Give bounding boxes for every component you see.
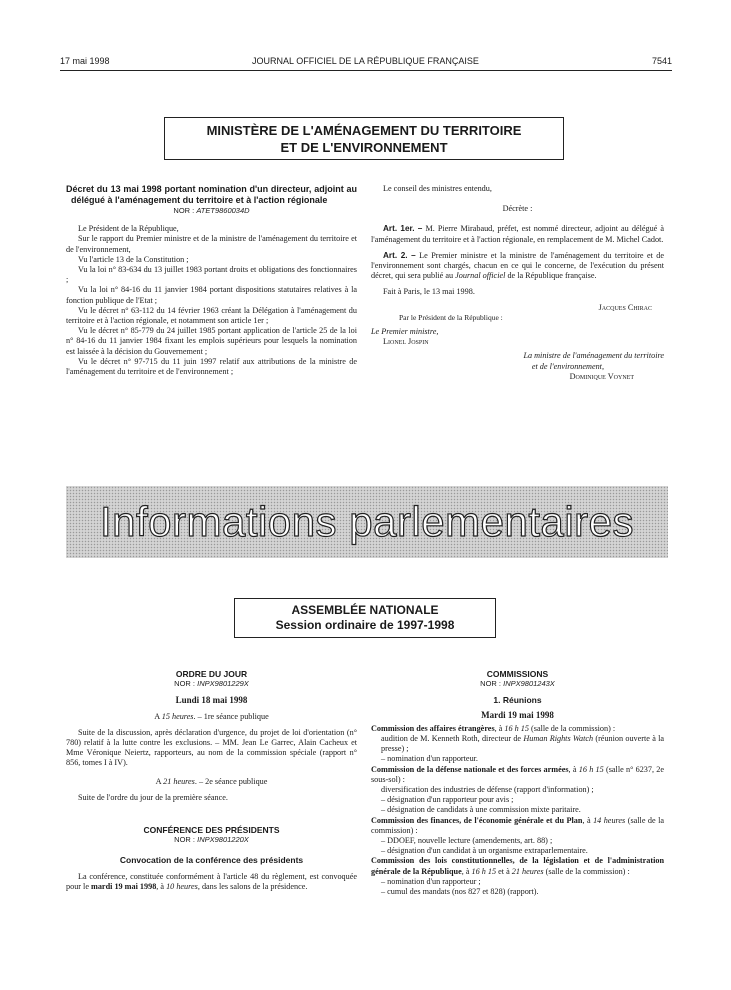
decree-article-1: Art. 1er. – M. Pierre Mirabaud, préfet, est nommé directeur, adjoint au délégué à l'aménagement du territoire et à l'action régionale, en remplacement de M. Michel Cadot.	[371, 224, 664, 244]
decree-minister-name: Dominique Voynet	[569, 371, 634, 381]
ministry-title-box	[164, 117, 564, 160]
decree-right-column	[371, 184, 664, 382]
commission-item: audition de M. Kenneth Roth, directeur de Human Rights Watch (réunion ouverte à la presse) ;	[381, 734, 665, 754]
assembly-box	[234, 598, 496, 638]
commission-finances: Commission des finances, de l'économie générale et du Plan, à 14 heures (salle de la commission) :	[371, 815, 665, 835]
decree-done: Fait à Paris, le 13 mai 1998.	[383, 287, 475, 297]
commission-item: – désignation d'un rapporteur pour avis ;	[381, 795, 514, 805]
decree-decrete: Décrète :	[502, 204, 533, 214]
commission-item: diversification des industries de défense (rapport d'information) ;	[381, 785, 594, 795]
commissions-title: COMMISSIONS	[486, 669, 549, 679]
conference-subtitle: Convocation de la conférence des présidents	[119, 855, 304, 866]
commissions-section: 1. Réunions	[493, 695, 542, 706]
decree-title: Décret du 13 mai 1998 portant nomination d'un directeur, adjoint au délégué à l'aménagement du territoire et à l'action régionale	[66, 184, 357, 205]
ordre-title: ORDRE DU JOUR	[175, 669, 248, 679]
ordre-day: Lundi 18 mai 1998	[175, 695, 248, 706]
assembly-title: ASSEMBLÉE NATIONALE	[291, 603, 439, 617]
banner-title: Informations parlementaires	[99, 498, 635, 545]
conference-body: La conférence, constituée conformément à l'article 48 du règlement, est convoquée pour le mardi 19 mai 1998, à 10 heures, dans les salons de la présidence.	[66, 871, 357, 891]
ordre-session2-body: Suite de l'ordre du jour de la première séance.	[78, 792, 228, 802]
commission-item: – désignation de candidats à une commission mixte paritaire.	[381, 805, 581, 815]
decree-visa: Vu l'article 13 de la Constitution ;	[78, 254, 189, 264]
decree-visa: Vu le décret n° 97-715 du 11 juin 1997 relatif aux attributions de la ministre de l'aménagement du territoire et de l'environnement ;	[66, 356, 357, 377]
commission-item: – DDOEF, nouvelle lecture (amendements, art. 88) ;	[381, 836, 553, 846]
ordre-nor: NOR : INPX9801229X	[174, 679, 249, 689]
decree-nor: NOR : ATET9860034D	[173, 206, 250, 215]
ordre-du-jour-column	[66, 669, 357, 892]
decree-by-president: Par le Président de la République :	[399, 312, 503, 322]
ordre-session2: A 21 heures. – 2e séance publique	[155, 776, 268, 786]
commission-item: – cumul des mandats (nos 827 et 828) (rapport).	[381, 887, 539, 897]
conference-title: CONFÉRENCE DES PRÉSIDENTS	[143, 825, 280, 836]
decree-article-2: Art. 2. – Le Premier ministre et la ministre de l'aménagement du territoire et de l'environnement sont chargés, chacun en ce qui le concerne, de l'exécution du présent décret, qui sera publié au Journal officiel de la République française.	[371, 250, 664, 281]
commission-item: – nomination d'un rapporteur ;	[381, 876, 481, 886]
decree-visa: Le Président de la République,	[78, 224, 179, 234]
commission-foreign-affairs: Commission des affaires étrangères, à 16 h 15 (salle de la commission) :	[371, 723, 616, 733]
commissions-nor: NOR : INPX9801243X	[480, 679, 555, 689]
commission-defense: Commission de la défense nationale et des forces armées, à 16 h 15 (salle n° 6237, 2e sous-sol) :	[371, 764, 665, 784]
decree-visa: Vu la loi n° 83-634 du 13 juillet 1983 portant droits et obligations des fonctionnaires ;	[66, 265, 357, 285]
commissions-day: Mardi 19 mai 1998	[481, 709, 554, 720]
decree-left-column	[66, 184, 357, 377]
decree-pm-name: Lionel Jospin	[383, 337, 429, 347]
decree-pm-title: Le Premier ministre,	[371, 327, 439, 337]
header-journal-title: JOURNAL OFFICIEL DE LA RÉPUBLIQUE FRANÇAISE	[252, 56, 479, 66]
parliamentary-banner	[66, 486, 668, 558]
commissions-column	[371, 669, 664, 897]
commission-item: – nomination d'un rapporteur.	[381, 754, 478, 764]
decree-visa: Sur le rapport du Premier ministre et de la ministre de l'aménagement du territoire et de l'environnement,	[66, 234, 357, 254]
ordre-session1: A 15 heures. – 1re séance publique	[154, 711, 269, 721]
commission-laws: Commission des lois constitutionnelles, de la législation et de l'administration générale de la République, à 16 h 15 et à 21 heures (salle de la commission) :	[371, 856, 664, 876]
conference-nor: NOR : INPX9801220X	[174, 835, 249, 845]
assembly-session: Session ordinaire de 1997-1998	[275, 618, 455, 632]
decree-visa: Vu le décret n° 85-779 du 24 juillet 1985 portant application de l'article 25 de la loi n° 84-16 du 11 janvier 1984 fixant les emplois supérieurs pour lesquels la nomination est laissée à la décision du Gouvernement ;	[66, 326, 357, 356]
decree-minister-title-2: et de l'environnement,	[531, 361, 604, 371]
header-rule	[60, 70, 672, 71]
ordre-session1-body: Suite de la discussion, après déclaration d'urgence, du projet de loi d'orientation (n° 780) relatif à la lutte contre les exclusions. – MM. Jean Le Garrec, Alain Cacheux et Mme Véronique Neiertz, rapporteurs, au nom de la commission spéciale (rapport n° 856, tomes I à IV).	[66, 727, 357, 768]
ministry-title-line1: MINISTÈRE DE L'AMÉNAGEMENT DU TERRITOIRE	[206, 123, 522, 138]
header-page-number: 7541	[651, 56, 672, 66]
decree-council: Le conseil des ministres entendu,	[383, 184, 492, 193]
decree-minister-title: La ministre de l'aménagement du territoire	[523, 351, 664, 361]
header-date: 17 mai 1998	[60, 56, 110, 66]
decree-signer: Jacques Chirac	[598, 302, 652, 312]
decree-visa: Vu le décret n° 63-112 du 14 février 1963 créant la Délégation à l'aménagement du territoire et à l'action régionale, et notamment son article 1er ;	[66, 305, 357, 326]
commission-item: – désignation d'un candidat à un organisme extraparlementaire.	[381, 846, 588, 856]
ministry-title-line2: ET DE L'ENVIRONNEMENT	[280, 140, 448, 155]
decree-visa: Vu la loi n° 84-16 du 11 janvier 1984 portant dispositions statutaires relatives à la fonction publique de l'Etat ;	[66, 285, 357, 305]
